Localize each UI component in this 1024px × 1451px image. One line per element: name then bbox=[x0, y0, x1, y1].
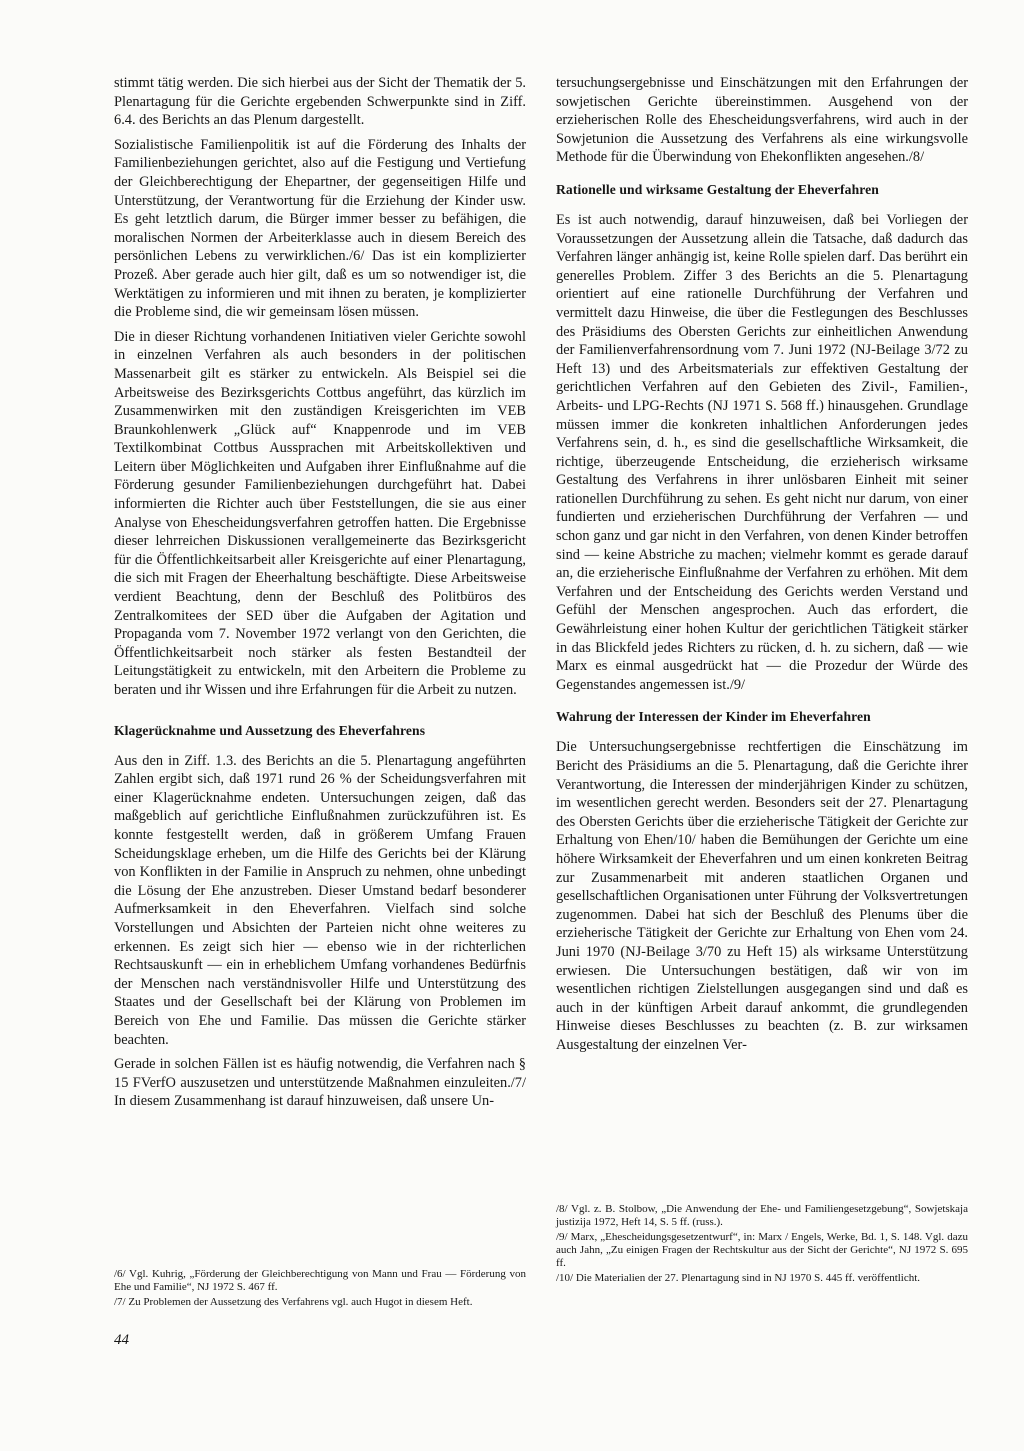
page-number: 44 bbox=[114, 1332, 129, 1348]
paragraph: Aus den in Ziff. 1.3. des Berichts an die 5. Plenartagung angeführten Zahlen ergibt sich, daß 1971 rund 26 % der Scheidungsverfahren mit einer Klagerücknahme endeten. Untersuchungen zeigen, daß das maßgeblich auf gerichtliche Einflußnahmen zurückzuführen ist. Es konnte festgestellt werden, daß in größerem Umfang Frauen Scheidungsklage erheben, um die Hilfe des Gerichts bei der Klärung von Konflikten in der Familie in Anspruch zu nehmen, ohne unbedingt die Lösung der Ehe anzustreben. Dieser Umstand bedarf besonderer Aufmerksamkeit in den Eheverfahren. Vielfach sind solche Vorstellungen und Absichten der Parteien nicht ohne weiteres zu erkennen. Es zeigt sich hier — ebenso wie in der richterlichen Rechtsauskunft — ein in erheblichem Umfang vorhandenes Bedürfnis der Menschen nach verständnisvoller Hilfe und Unterstützung des Staates und der Gesellschaft bei der Klärung von Problemen im Bereich von Ehe und Familie. Das müssen die Gerichte stärker beachten. bbox=[114, 752, 526, 1048]
footnotes-right bbox=[556, 1203, 968, 1287]
footnotes-left bbox=[114, 1268, 526, 1311]
paragraph: Gerade in solchen Fällen ist es häufig notwendig, die Verfahren nach § 15 FVerfO auszusetzen und unterstützende Maßnahmen einzuleiten./7/ In diesem Zusammenhang ist darauf hinzuweisen, daß unsere Un- bbox=[114, 1056, 526, 1110]
section-heading: Rationelle und wirksame Gestaltung der Eheverfahren bbox=[556, 181, 879, 197]
footnote: /7/ Zu Problemen der Aussetzung des Verfahrens vgl. auch Hugot in diesem Heft. bbox=[114, 1296, 473, 1308]
paragraph: tersuchungsergebnisse und Einschätzungen mit den Erfahrungen der sowjetischen Gerichte übereinstimmen. Ausgehend von der erzieherischen Rolle des Ehescheidungsverfahrens, wird auch in der Sowjetunion die Aussetzung des Verfahrens als eine wirkungsvolle Methode für die Überwindung von Ehekonflikten angesehen./8/ bbox=[556, 75, 968, 166]
right-column bbox=[556, 74, 968, 1061]
paragraph: Es ist auch notwendig, darauf hinzuweisen, daß bei Vorliegen der Voraussetzungen der Aussetzung allein die Tatsache, daß dadurch das Verfahren länger anhängig ist, keine Rolle spielen darf. Das berührt ein generelles Problem. Ziffer 3 des Berichts an die 5. Plenartagung orientiert auf eine rationelle Durchführung der Verfahren und vermittelt dazu Hinweise, die über die Festlegungen des Beschlusses des Präsidiums des Obersten Gerichts zur einheitlichen Anwendung der Familienverfahrensordnung vom 7. Juni 1972 (NJ-Beilage 3/72 zu Heft 13) und des Arbeitsmaterials zur effektiven Gestaltung der gerichtlichen Verfahren auf den Gebieten des Zivil-, Familien-, Arbeits- und LPG-Rechts (NJ 1971 S. 568 ff.) hinausgehen. Grundlage müssen immer die konkreten inhaltlichen Anforderungen jedes Verfahrens sein, d. h., es sind die gesellschaftliche Wirksamkeit, die richtige, überzeugende Entscheidung, die erzieherisch wirksame Gestaltung des Verfahrens in ihrer unlösbaren Einheit mit seiner rationellen Durchführung zu sehen. Es geht nicht nur darum, von einer fundierten und erzieherischen Durchführung der Verfahren — und schon ganz und gar nicht in den Verfahren, von denen Kinder betroffen sind — keine Abstriche zu machen; vielmehr kommt es gerade darauf an, die erzieherische Einflußnahme der Verfahren zu erhöhen. Mit dem Verfahren und der Entscheidung des Gerichts werden Verstand und Gefühl der Menschen angesprochen. Auch das erfordert, die Gewährleistung einer hohen Kultur der gerichtlichen Tätigkeit stärker in das Blickfeld jedes Richters zu rücken, d. h. zu sichern, daß — wie Marx es einmal ausgedrückt hat — die Prozedur der Würde des Gegenstandes angemessen ist./9/ bbox=[556, 211, 968, 693]
footnote: /6/ Vgl. Kuhrig, „Förderung der Gleichberechtigung von Mann und Frau — Förderung von Ehe und Familie“, NJ 1972 S. 467 ff. bbox=[114, 1268, 526, 1293]
paragraph: Die Untersuchungsergebnisse rechtfertigen die Einschätzung im Bericht des Präsidiums an die 5. Plenartagung, daß die Gerichte ihrer Verantwortung, die Interessen der minderjährigen Kinder zu schützen, im wesentlichen gerecht werden. Besonders seit der 27. Plenartagung des Obersten Gerichts über die erzieherische Tätigkeit der Gerichte zur Erhaltung von Ehen/10/ haben die Bemühungen der Gerichte um eine höhere Wirksamkeit der Eheverfahren und um einen konkreten Beitrag zur Zusammenarbeit mit anderen staatlichen Organen und gesellschaftlichen Organisationen unter Führung der Volksvertretungen zugenommen. Dabei hat sich der Beschluß des Plenums über die erzieherische Tätigkeit der Gerichte zur Erhaltung von Ehen vom 24. Juni 1970 (NJ-Beilage 3/70 zu Heft 15) als wirksame Unterstützung erwiesen. Die Untersuchungen bestätigen, daß wir von im wesentlichen richtigen Zielstellungen ausgegangen sind und daß es auch in der künftigen Arbeit darauf ankommt, die grundlegenden Hinweise dieses Beschlusses zu beachten (z. B. zur wirksamen Ausgestaltung der einzelnen Ver- bbox=[556, 739, 968, 1053]
footnote: /9/ Marx, „Ehescheidungsgesetzentwurf“, in: Marx / Engels, Werke, Bd. 1, S. 148. Vgl. dazu auch Jahn, „Zu einigen Fragen der Rechtskultur aus der Sicht der Gerichte“, NJ 1972 S. 695 ff. bbox=[556, 1231, 968, 1269]
footnote: /8/ Vgl. z. B. Stolbow, „Die Anwendung der Ehe- und Familiengesetzgebung“, Sowjetskaja justizija 1972, Heft 14, S. 5 ff. (russ.). bbox=[556, 1203, 968, 1228]
paragraph: Sozialistische Familienpolitik ist auf die Förderung des Inhalts der Familienbeziehungen gerichtet, also auf die Festigung und Vertiefung der Gleichberechtigung der Ehepartner, der gegenseitigen Hilfe und Unterstützung, der Verantwortung für die Erziehung der Kinder usw. Es geht letztlich darum, die Bürger immer besser zu befähigen, die moralischen Normen der Arbeiterklasse auch in diesem Bereich des persönlichen Lebens zu verwirklichen./6/ Das ist ein komplizierter Prozeß. Aber gerade auch hier gilt, daß es um so notwendiger ist, die Werktätigen zu informieren und mit ihnen zu beraten, je komplizierter die Probleme sind, die wir gemeinsam lösen müssen. bbox=[114, 136, 526, 321]
paragraph: Die in dieser Richtung vorhandenen Initiativen vieler Gerichte sowohl in einzelnen Verfahren als auch besonders in der politischen Massenarbeit gilt es stärker zu entwickeln. Als Beispiel sei die Arbeitsweise des Bezirksgerichts Cottbus angeführt, das kürzlich im Zusammenwirken mit den zuständigen Kreisgerichten im VEB Braunkohlenwerk „Glück auf“ Knappenrode und im VEB Textilkombinat Cottbus Aussprachen mit Arbeitskollektiven und Leitern über Möglichkeiten und Aufgaben ihrer Einflußnahme auf die Förderung gesunder Familienbeziehungen durchgeführt hat. Dabei informierten die Richter auch über Feststellungen, die sie aus einer Analyse von Ehescheidungsverfahren getroffen hatten. Die Ergebnisse dieser lehrreichen Diskussionen verallgemeinerte das Bezirksgericht für die Öffentlichkeitsarbeit aller Kreisgerichte auf einer Plenartagung, die sich mit Fragen der Eheerhaltung beschäftigte. Diese Arbeitsweise verdient Beachtung, denn der Beschluß des Politbüros des Zentralkomitees der SED über die Aufgaben der Agitation und Propaganda vom 7. November 1972 verlangt von den Gerichten, die Öffentlichkeitsarbeit noch stärker als festen Bestandteil der Leitungstätigkeit zu entwickeln, mit den Arbeitern die Probleme zu beraten und ihr Wissen und ihre Erfahrungen für die Arbeit zu nutzen. bbox=[114, 328, 526, 698]
paragraph: stimmt tätig werden. Die sich hierbei aus der Sicht der Thematik der 5. Plenartagung für die Gerichte ergebenden Schwerpunkte sind in Ziff. 6.4. des Berichts an das Plenum dargestellt. bbox=[114, 75, 526, 129]
section-heading: Klagerücknahme und Aussetzung des Eheverfahrens bbox=[114, 722, 426, 738]
section-heading: Wahrung der Interessen der Kinder im Eheverfahren bbox=[556, 709, 871, 725]
footnote: /10/ Die Materialien der 27. Plenartagung sind in NJ 1970 S. 445 ff. veröffentlicht. bbox=[556, 1272, 921, 1284]
left-column bbox=[114, 74, 526, 1117]
